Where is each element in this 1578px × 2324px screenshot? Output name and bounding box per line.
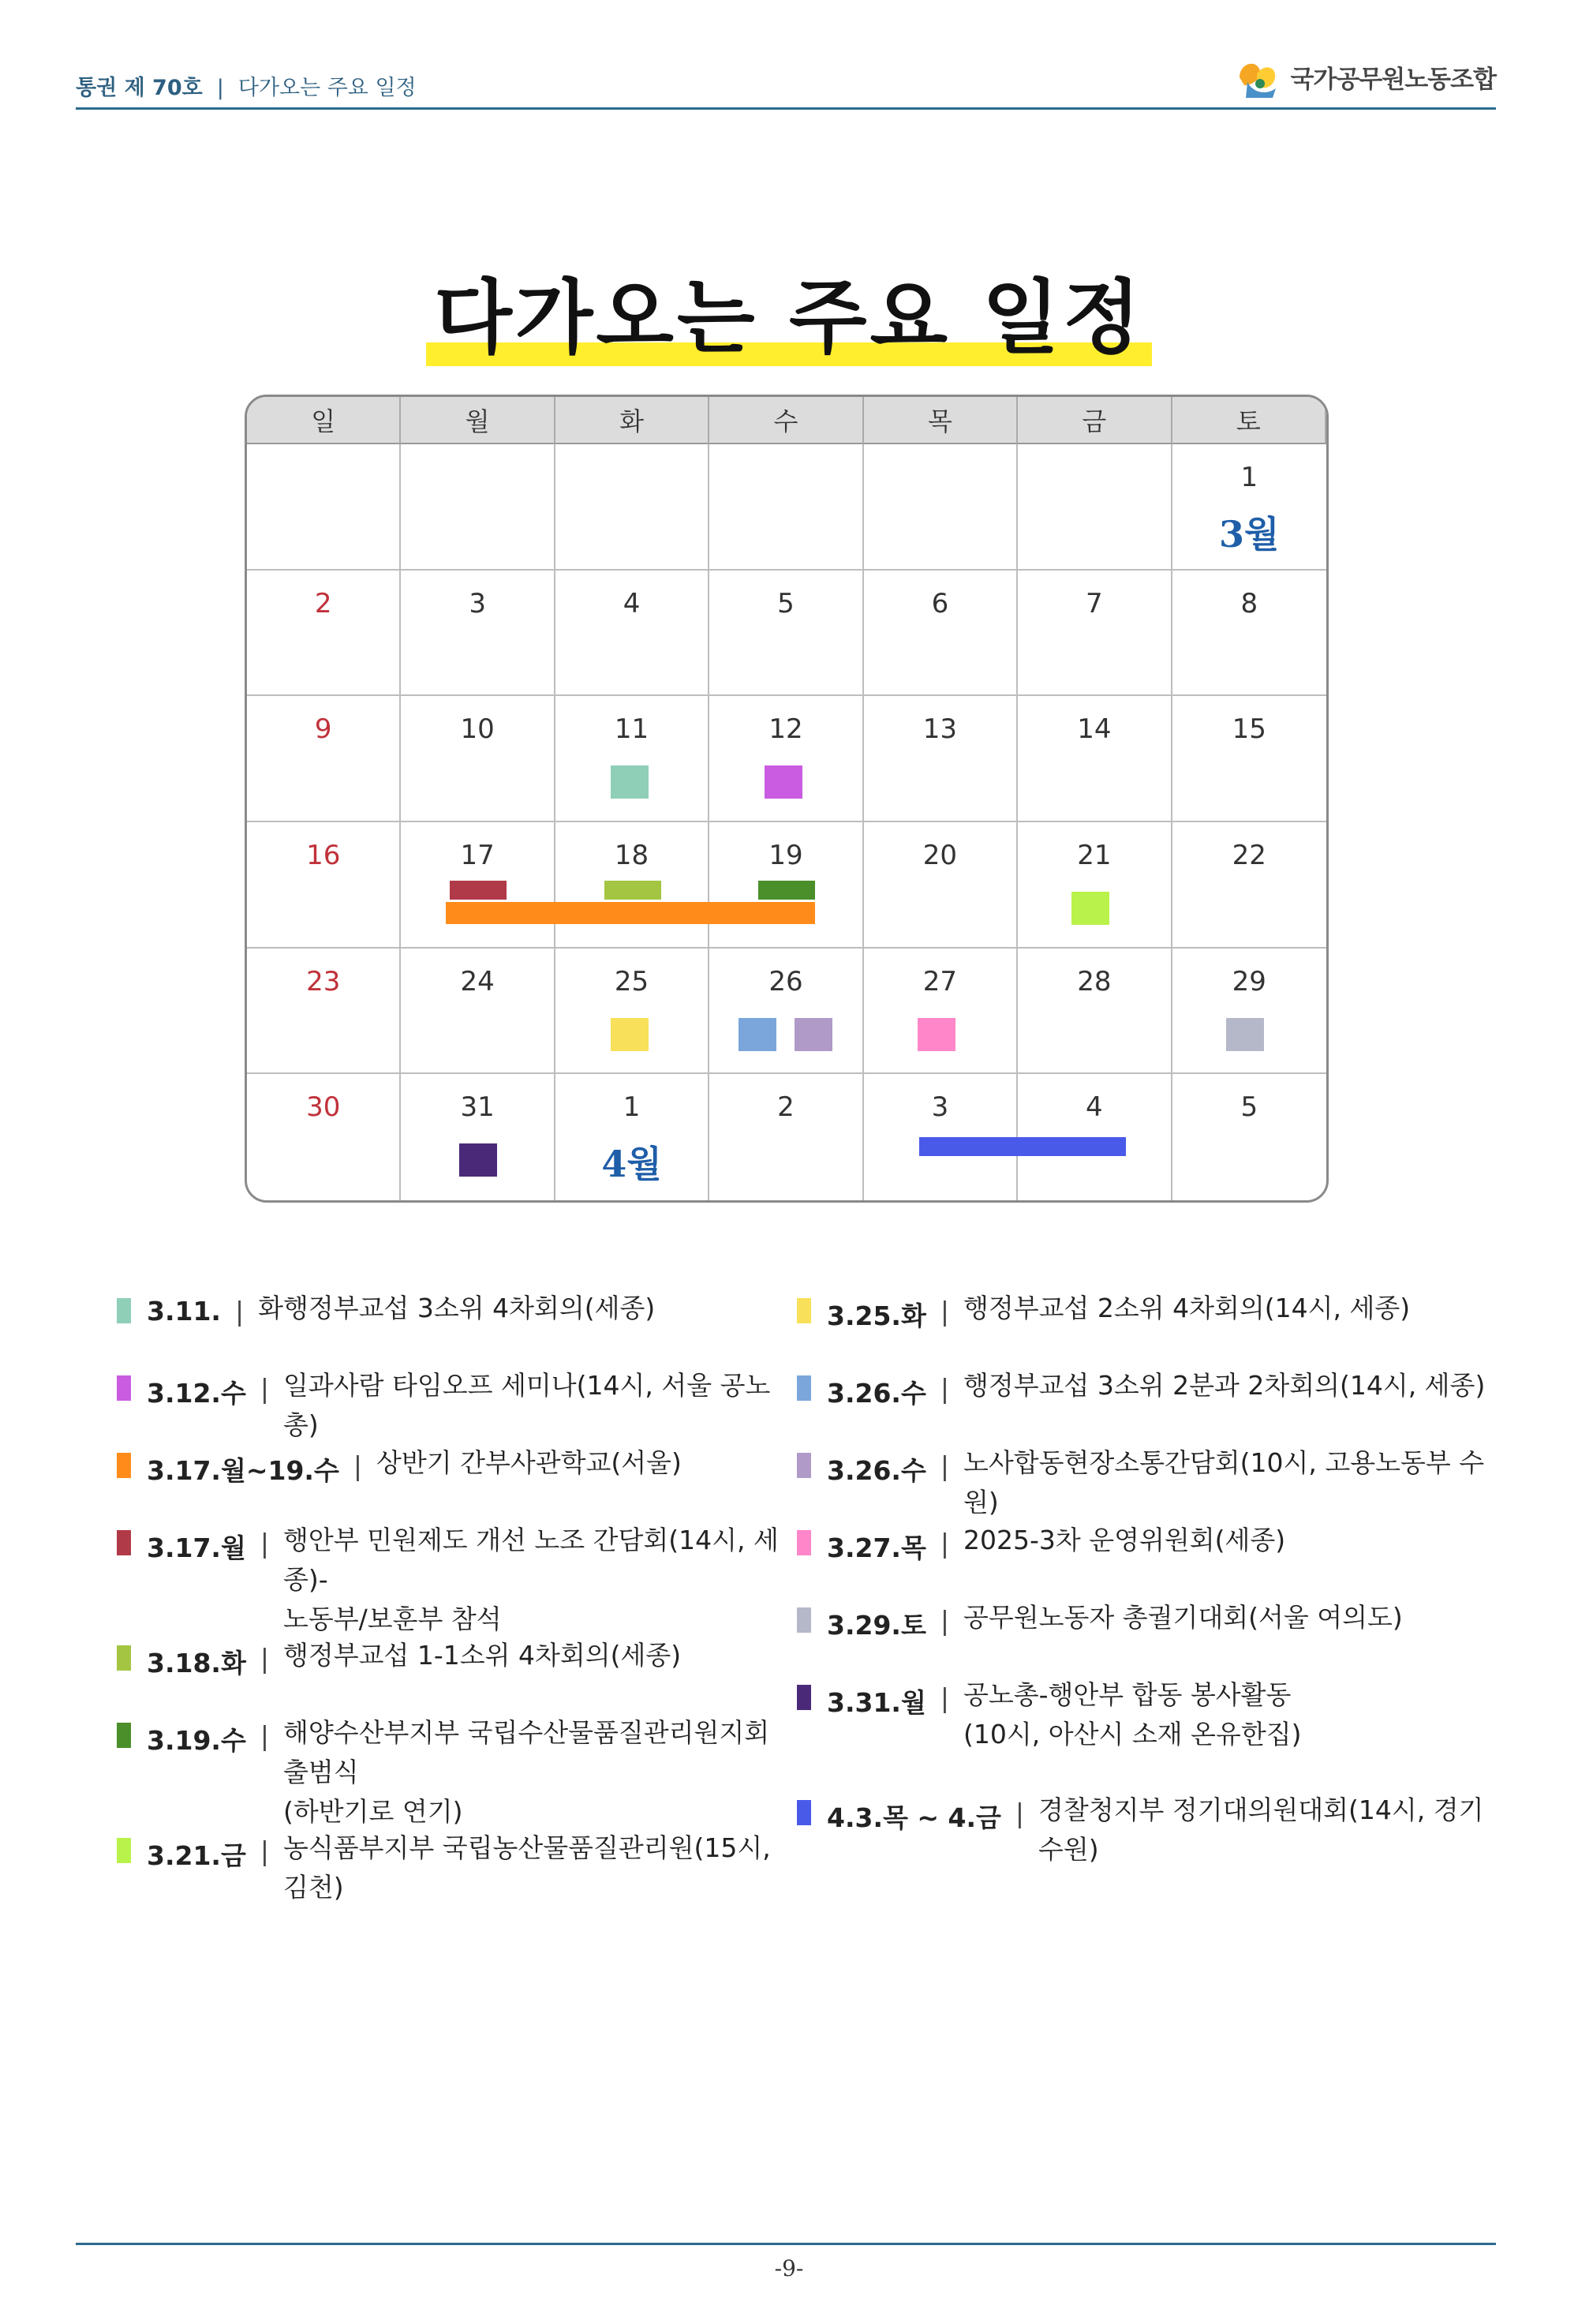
schedule-description: 해양수산부지부 국립수산물품질관리원지회 출범식 (하반기로 연기) [282, 1717, 770, 1827]
calendar-day-cell [247, 822, 401, 949]
day-number: 4 [623, 587, 641, 619]
schedule-date: 3.29.토 [827, 1610, 926, 1641]
event-marker [604, 881, 661, 900]
event-marker [450, 881, 507, 900]
day-number: 20 [922, 840, 958, 871]
schedule-date: 3.17.월 [147, 1532, 246, 1563]
schedule-item [117, 1525, 787, 1639]
day-number: 2 [314, 587, 332, 619]
event-marker [459, 1143, 497, 1177]
union-logo-icon [1233, 54, 1282, 99]
org-name: 국가공무원노동조합 [1290, 65, 1496, 94]
event-marker [1071, 892, 1109, 925]
calendar-day-cell [864, 444, 1018, 571]
day-number: 19 [768, 840, 803, 871]
day-number: 9 [314, 713, 332, 746]
schedule-description: 공무원노동자 총궐기대회(서울 여의도) [963, 1602, 1403, 1633]
calendar-day-cell [1018, 571, 1172, 697]
schedule-item [797, 1293, 1411, 1333]
calendar-day-cell [401, 696, 555, 822]
schedule-separator: | [940, 1450, 949, 1481]
calendar-day-cell [247, 1074, 401, 1200]
event-marker [611, 1018, 649, 1051]
calendar-day-cell [401, 444, 555, 571]
schedule-color-marker [797, 1298, 811, 1323]
schedule-description: 상반기 간부사관학교(서울) [376, 1447, 682, 1478]
schedule-color-marker [117, 1838, 131, 1863]
event-marker [611, 765, 649, 799]
schedule-description: 화행정부교섭 3소위 4차회의(세종) [258, 1293, 656, 1323]
event-marker [765, 765, 802, 799]
event-marker [918, 1018, 955, 1051]
day-number: 12 [768, 713, 803, 746]
calendar-day-cell [1172, 949, 1326, 1075]
calendar-day-cell [247, 571, 401, 697]
day-number: 17 [460, 840, 495, 871]
calendar-day-cell [401, 1074, 555, 1200]
calendar-day-cell [709, 696, 863, 822]
schedule-item [117, 1447, 682, 1488]
schedule-color-marker [797, 1607, 811, 1633]
schedule-date: 3.26.수 [827, 1455, 926, 1486]
day-number: 14 [1077, 713, 1112, 746]
day-number: 26 [768, 965, 803, 997]
calendar-day-cell [555, 571, 709, 697]
title-wrap [0, 254, 1578, 369]
page-title-text: 다가오는 주요 일정 [434, 271, 1144, 365]
schedule-separator: | [260, 1720, 269, 1751]
day-number: 28 [1077, 965, 1112, 997]
calendar-day-cell [709, 1074, 863, 1200]
calendar-day-cell [864, 822, 1018, 949]
schedule-description: 행정부교섭 1-1소위 4차회의(세종) [282, 1640, 682, 1671]
schedule-separator: | [940, 1682, 949, 1713]
day-number: 1 [623, 1091, 641, 1124]
schedule-date: 3.21.금 [147, 1840, 246, 1871]
calendar-day-cell [247, 444, 401, 571]
issue-number: 통권 제 70호 [76, 76, 203, 100]
calendar-day-cell [401, 949, 555, 1075]
calendar [245, 395, 1329, 1203]
schedule-separator: | [940, 1528, 949, 1559]
weekday-header: 토 [1172, 397, 1326, 444]
calendar-day-cell [1172, 822, 1326, 949]
schedule-separator: | [234, 1296, 245, 1327]
schedule-description: 2025-3차 운영위원회(세종) [963, 1525, 1286, 1555]
schedule-date: 3.12.수 [147, 1378, 246, 1409]
schedule-item [117, 1640, 682, 1680]
event-marker [1226, 1018, 1264, 1051]
month-label-march: 3월 [1219, 513, 1280, 556]
schedule-item [797, 1794, 1507, 1869]
day-number: 11 [614, 713, 649, 746]
schedule-date: 3.27.목 [827, 1532, 926, 1563]
calendar-day-cell [401, 822, 555, 949]
schedule-color-marker [117, 1298, 131, 1323]
schedule-separator: | [940, 1296, 949, 1327]
schedule-item [117, 1832, 787, 1907]
schedule-color-marker [797, 1685, 811, 1710]
schedule-description: 농식품부지부 국립농산물품질관리원(15시, 김천) [282, 1832, 771, 1903]
day-number: 21 [1077, 840, 1112, 871]
schedule-date: 3.19.수 [147, 1725, 246, 1756]
calendar-day-cell [709, 822, 863, 949]
calendar-day-cell [401, 571, 555, 697]
day-number: 22 [1232, 840, 1266, 871]
section-name: 다가오는 주요 일정 [237, 76, 417, 100]
header-separator: | [216, 76, 224, 100]
calendar-day-cell [864, 571, 1018, 697]
schedule-date: 3.18.화 [147, 1648, 246, 1678]
schedule-separator: | [940, 1373, 949, 1404]
calendar-day-cell [709, 949, 863, 1075]
weekday-header: 일 [247, 397, 401, 444]
event-marker [758, 881, 815, 900]
schedule-color-marker [117, 1530, 131, 1555]
schedule-item [117, 1717, 787, 1832]
day-number: 8 [1240, 587, 1258, 619]
schedule-item [797, 1370, 1486, 1410]
weekday-header: 월 [401, 397, 555, 444]
schedule-item [117, 1293, 656, 1328]
day-number: 6 [931, 587, 949, 619]
calendar-day-cell [1172, 1074, 1326, 1200]
calendar-day-cell [709, 444, 863, 571]
schedule-date: 4.3.목 ~ 4.금 [827, 1802, 1001, 1833]
multi-day-event-bar [919, 1137, 1126, 1156]
calendar-day-cell [1018, 696, 1172, 822]
month-label-april: 4월 [601, 1143, 662, 1186]
calendar-day-cell [864, 696, 1018, 822]
day-number: 4 [1086, 1091, 1103, 1124]
schedule-description: 행정부교섭 2소위 4차회의(14시, 세종) [963, 1293, 1411, 1323]
calendar-day-cell [1018, 444, 1172, 571]
schedule-color-marker [797, 1800, 811, 1825]
weekday-header: 금 [1018, 397, 1172, 444]
schedule-item [797, 1602, 1403, 1642]
day-number: 2 [777, 1091, 795, 1124]
day-number: 13 [922, 713, 958, 746]
schedule-item [797, 1679, 1302, 1754]
schedule-separator: | [260, 1836, 269, 1866]
day-number: 18 [614, 840, 649, 871]
calendar-day-cell [1172, 571, 1326, 697]
schedule-description: 행안부 민원제도 개선 노조 간담회(14시, 세종)- 노동부/보훈부 참석 [282, 1525, 779, 1634]
weekday-header: 목 [864, 397, 1018, 444]
schedule-description: 노사합동현장소통간담회(10시, 고용노동부 수원) [963, 1447, 1485, 1518]
page-header [76, 55, 1496, 110]
schedule-color-marker [117, 1645, 131, 1671]
multi-day-event-bar [446, 902, 815, 924]
page-title [426, 254, 1151, 369]
schedule-color-marker [117, 1723, 131, 1748]
footer-divider [76, 2243, 1496, 2245]
schedule-description: 일과사람 타임오프 세미나(14시, 서울 공노총) [282, 1370, 771, 1440]
day-number: 5 [1240, 1091, 1258, 1124]
event-marker [795, 1018, 832, 1051]
day-number: 15 [1232, 713, 1266, 746]
day-number: 23 [306, 965, 341, 997]
calendar-day-cell [555, 949, 709, 1075]
day-number: 10 [460, 713, 495, 746]
day-number: 29 [1232, 965, 1266, 997]
schedule-date: 3.26.수 [827, 1378, 926, 1409]
day-number: 7 [1086, 587, 1103, 619]
schedule-description: 행정부교섭 3소위 2분과 2차회의(14시, 세종) [963, 1370, 1486, 1401]
schedule-separator: | [1015, 1798, 1025, 1828]
schedule-date: 3.17.월~19.수 [147, 1455, 339, 1486]
schedule-separator: | [940, 1605, 949, 1636]
schedule-color-marker [797, 1375, 811, 1401]
day-number: 3 [469, 587, 486, 619]
calendar-day-cell [1172, 444, 1326, 571]
schedule-separator: | [260, 1643, 269, 1674]
day-number: 30 [306, 1091, 341, 1124]
day-number: 31 [460, 1091, 495, 1124]
schedule-description: 경찰청지부 정기대의원대회(14시, 경기 수원) [1038, 1794, 1484, 1865]
header-left [76, 70, 417, 101]
schedule-description: 공노총-행안부 합동 봉사활동 (10시, 아산시 소재 온유한집) [963, 1679, 1302, 1750]
calendar-day-cell [555, 822, 709, 949]
schedule-date: 3.25.화 [827, 1300, 926, 1331]
calendar-day-cell [247, 696, 401, 822]
page-number: -9- [774, 2255, 804, 2281]
weekday-header: 수 [709, 397, 863, 444]
schedule-color-marker [797, 1453, 811, 1478]
day-number: 3 [931, 1091, 949, 1124]
calendar-grid [247, 397, 1326, 1200]
day-number: 1 [1240, 462, 1258, 493]
calendar-day-cell [1172, 696, 1326, 822]
schedule-color-marker [117, 1375, 131, 1401]
schedule-date: 3.11. [147, 1296, 221, 1327]
day-number: 27 [922, 965, 958, 997]
schedule-separator: | [353, 1450, 362, 1481]
calendar-day-cell [555, 696, 709, 822]
calendar-day-cell [864, 949, 1018, 1075]
schedule-separator: | [260, 1373, 269, 1404]
day-number: 5 [777, 587, 795, 619]
calendar-day-cell [709, 571, 863, 697]
weekday-header: 화 [555, 397, 709, 444]
day-number: 24 [460, 965, 495, 997]
schedule-color-marker [797, 1530, 811, 1555]
calendar-day-cell [555, 444, 709, 571]
org-logo [1233, 54, 1496, 99]
schedule-item [797, 1525, 1286, 1565]
calendar-day-cell [247, 949, 401, 1075]
event-marker [739, 1018, 776, 1051]
day-number: 16 [306, 840, 341, 871]
calendar-day-cell [1018, 949, 1172, 1075]
day-number: 25 [614, 965, 649, 997]
schedule-item [797, 1447, 1507, 1522]
schedule-separator: | [260, 1528, 269, 1559]
schedule-item [117, 1370, 787, 1445]
calendar-day-cell [1018, 822, 1172, 949]
schedule-color-marker [117, 1453, 131, 1478]
schedule-date: 3.31.월 [827, 1687, 926, 1718]
calendar-day-cell [555, 1074, 709, 1200]
